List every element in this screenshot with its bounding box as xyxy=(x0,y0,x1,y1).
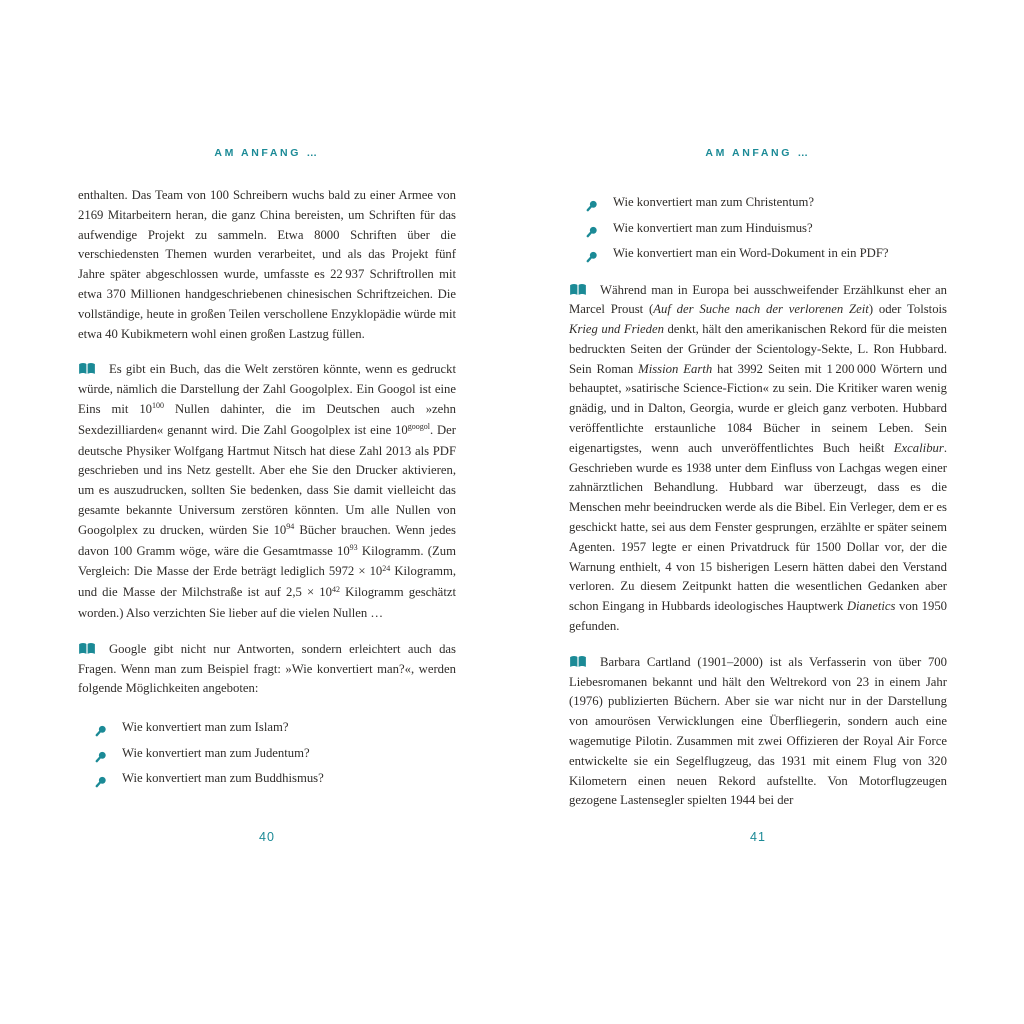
open-book-icon xyxy=(569,283,587,297)
paragraph xyxy=(78,640,456,699)
text-run: von 1950 gefunden. xyxy=(569,599,947,634)
running-head-right: AM ANFANG … xyxy=(705,147,811,159)
text-run: Während man in Europa bei ausschweifender Erzählkunst eher an Marcel Proust ( xyxy=(569,282,947,317)
text-run: Kilogramm, und die Masse der Milchstraße ist auf 2,5 × 10 xyxy=(78,564,457,600)
text-run: . Geschrieben wurde es 1938 unter dem Einfluss von Lachgas wegen einer zahnärztlichen Behandlung. Hubbard war überzeugt, dass es die Menschen mehr beeindrucken werde als die Bibel. Ein Verleger, dem er es geschickt hatte, sei aus dem Fenster gesprungen, erzählte er später seinem Agenten. 1957 legte er einen Privatdruck für 1500 Dollar vor, der die Warnung enthielt, 4 von 15 bisherigen Lesern hätten dabei den Verstand verloren. Zu diesem Zeitpunkt hatten die wesentlichen Gedanken aber schon Eingang in Hubbards ideologisches Hauptwerk xyxy=(569,440,947,614)
list-item xyxy=(78,715,456,741)
page-number-right: 41 xyxy=(750,830,766,844)
text-run: Kilogramm geschätzt worden.) Also verzichten Sie lieber auf die vielen Nullen … xyxy=(78,585,456,620)
text-run: Google gibt nicht nur Antworten, sondern erleichtert auch das Fragen. Wenn man zum Beispiel fragt: »Wie konvertiert man?«, werden folgende Möglichkeiten angeboten: xyxy=(78,641,456,696)
paragraph xyxy=(569,281,947,637)
list-item xyxy=(78,766,456,792)
page-body-left xyxy=(78,186,456,806)
superscript-text-run: 100 xyxy=(152,401,165,411)
search-icon xyxy=(586,196,598,208)
running-head-left: AM ANFANG … xyxy=(214,147,320,159)
text-run: Es gibt ein Buch, das die Welt zerstören könnte, wenn es gedruckt würde, nämlich die Darstellung der Zahl Googolplex. Ein Googol ist eine Eins mit 10 xyxy=(78,362,456,416)
text-run: Barbara Cartland (1901–2000) ist als Verfasserin von über 700 Liebesromanen bekannt und hält den Weltrekord von 23 in einem Jahr (1976) publizierten Büchern. Aber sie war nicht nur in der Darstellung von amourösen Verwicklungen eine Überfliegerin, sondern auch eine wagemutige Pilotin. Zusammen mit zwei Offizieren der Royal Air Force entwickelte sie ein Segelflugzeug, das 1931 mit einem Flug von 320 Kilometern einen neuen Rekord aufstellte. Von Motorflugzeugen gezogene Lastensegler spielten 1944 bei der xyxy=(569,654,947,808)
search-suggestion-list xyxy=(78,715,456,792)
superscript-text-run: googol xyxy=(407,422,430,432)
text-run: ) oder Tolstois xyxy=(868,302,947,317)
list-item-text: Wie konvertiert man zum Christentum? xyxy=(613,195,815,209)
italic-text-run: Krieg und Frieden xyxy=(569,322,664,337)
search-icon xyxy=(95,772,107,784)
list-item-text: Wie konvertiert man zum Islam? xyxy=(122,720,289,735)
open-book-icon xyxy=(78,642,96,656)
italic-text-run: Auf der Suche nach der verlorenen Zeit xyxy=(653,302,869,317)
list-item xyxy=(78,741,456,767)
page-left xyxy=(78,0,456,1024)
search-icon xyxy=(586,222,598,234)
text-run: . Der deutsche Physiker Wolfgang Hartmut Nitsch hat diese Zahl 2013 als PDF geschrieben und ins Netz gestellt. Aber ehe Sie den Drucker aktivieren, um es auszudrucken, sollten Sie bedenken, dass Sie damit vielleicht das gesamte bekannte Universum zerstören könnten. Um alle Nullen von Googolplex zu drucken, würden Sie 10 xyxy=(78,422,456,537)
search-suggestion-list xyxy=(569,190,947,267)
italic-text-run: Dianetics xyxy=(846,599,896,614)
list-item xyxy=(569,216,947,242)
superscript-text-run: 93 xyxy=(349,543,358,553)
list-item-text: Wie konvertiert man zum Buddhismus? xyxy=(122,771,324,786)
list-item-text: Wie konvertiert man zum Hinduismus? xyxy=(613,220,813,235)
search-icon xyxy=(95,721,107,733)
text-run: hat 3992 Seiten mit 1 200 000 Wörtern und behauptet, »satirische Science-Fiction« zu sein. Die Kritiker waren wenig gnädig, und in Dalton, Georgia, wurde er gleich ganz verboten. Hubbard veröffentlichte erstaunliche 1084 Bücher in seinem Leben. Sein eigenartigstes, wenn auch unveröffentlichtes Buch heißt xyxy=(569,361,947,455)
open-book-icon xyxy=(78,362,96,376)
search-icon xyxy=(95,747,107,759)
paragraph xyxy=(78,360,456,623)
superscript-text-run: 42 xyxy=(332,584,340,594)
page-number-left: 40 xyxy=(259,830,275,844)
list-item xyxy=(569,241,947,267)
page-body-right xyxy=(569,186,947,827)
list-item xyxy=(569,190,947,216)
text-run: Bücher brauchen. Wenn jedes davon 100 Gramm wöge, wäre die Gesamtmasse 10 xyxy=(78,522,456,558)
open-book-icon xyxy=(569,655,587,669)
text-run: Nullen dahinter, die im Deutschen auch »zehn Sexdezilliarden« genannt wird. Die Zahl Googolplex ist eine 10 xyxy=(78,401,456,437)
text-run: denkt, hält den amerikanischen Rekord für die meisten bedruckten Seiten der Gründer der Scientology-Sekte, L. Ron Hubbard. Sein Roman xyxy=(569,322,947,376)
text-run: enthalten. Das Team von 100 Schreibern wuchs bald zu einer Armee von 2169 Mitarbeitern heran, die ganz China bereisten, um Schriften für das aufwendige Projekt zu sammeln. Etwa 8000 Schriften über die verschiedensten Themen wurden verarbeitet, und als das Projekt fünf Jahre später abgeschlossen wurde, umfasste es 22 937 Schriftrollen mit etwa 370 Millionen handgeschriebenen chinesischen Schriftzeichen. Die vollständige, heute in großen Teilen verschollene Enzyklopädie würde mit etwa 40 Kubikmetern wohl einen großen Lastzug füllen. xyxy=(78,188,456,341)
paragraph xyxy=(569,653,947,811)
paragraph xyxy=(78,186,456,344)
superscript-text-run: 94 xyxy=(286,522,295,532)
italic-text-run: Mission Earth xyxy=(638,361,713,376)
superscript-text-run: 24 xyxy=(382,563,391,573)
text-run: Kilogramm. (Zum Vergleich: Die Masse der Erde beträgt lediglich 5972 × 10 xyxy=(78,543,456,579)
page-right xyxy=(569,0,947,1024)
italic-text-run: Excalibur xyxy=(893,440,944,455)
list-item-text: Wie konvertiert man zum Judentum? xyxy=(122,745,310,760)
list-item-text: Wie konvertiert man ein Word-Dokument in ein PDF? xyxy=(613,246,889,260)
search-icon xyxy=(586,247,598,259)
